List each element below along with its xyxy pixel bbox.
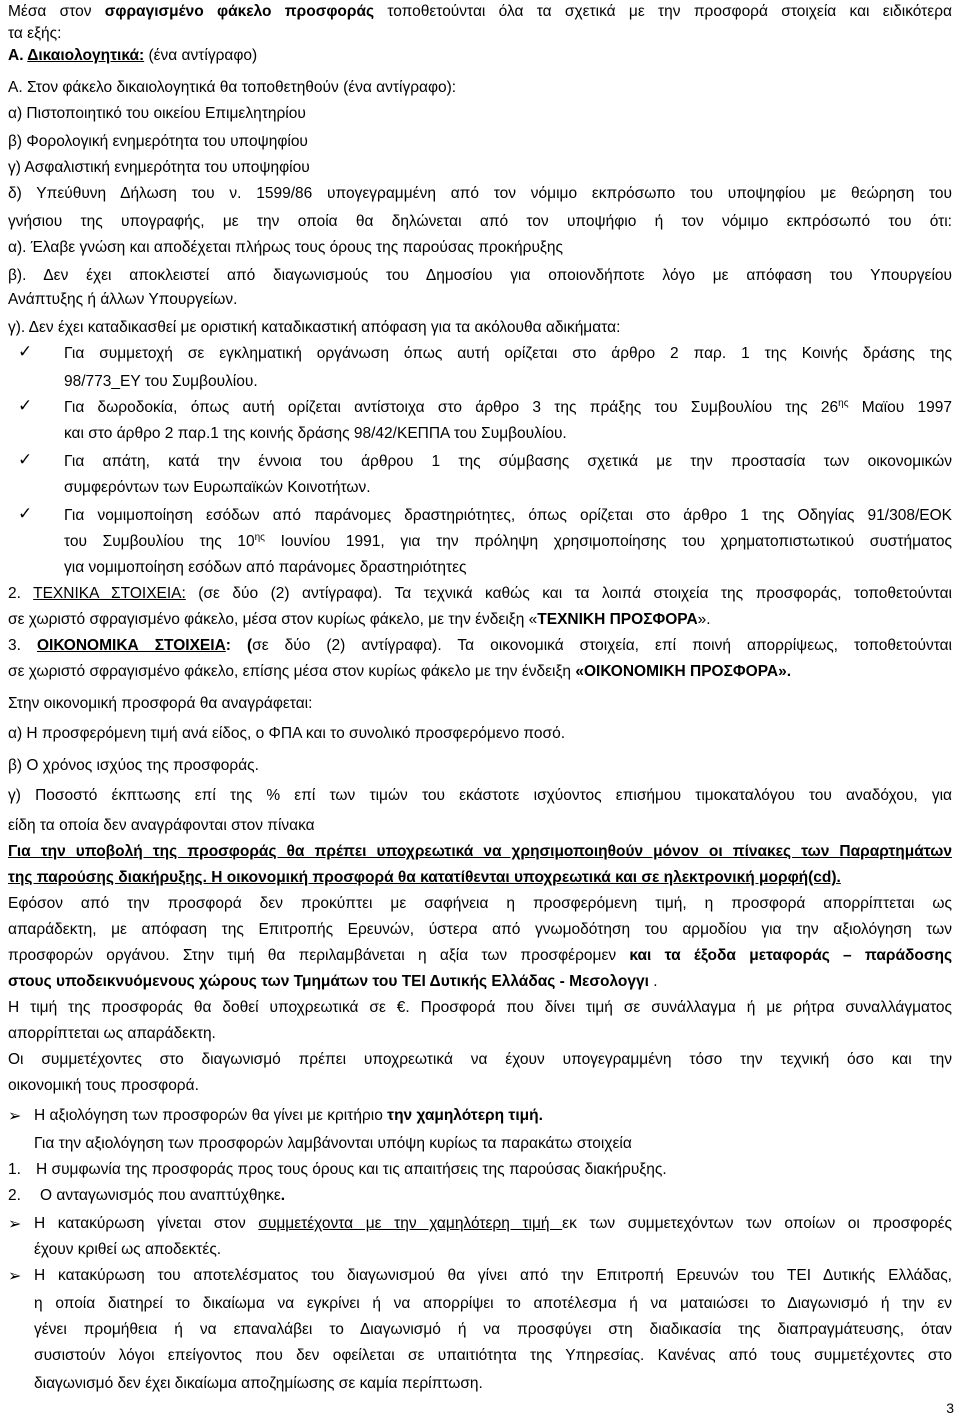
intro-line-2: τα εξής: xyxy=(8,25,62,42)
doc-item-c: γ) Ασφαλιστική ενημερότητα του υποψηφίου xyxy=(8,159,310,176)
check-item-1-line-1: Για συμμετοχή σε εγκληματική οργάνωση όπως αυτή ορίζεται στο άρθρο 2 παρ. 1 της Κοινής δράσης της xyxy=(64,345,952,362)
financial-item-c-line-2: είδη τα οποία δεν αναγράφονται στον πίνακα xyxy=(8,817,315,834)
price-line-8: οικονομική τους προσφορά. xyxy=(8,1077,199,1094)
section-3-line-2: σε χωριστό σφραγισμένο φάκελο, επίσης μέσα στον κυρίως φάκελο με την ένδειξη «ΟΙΚΟΝΟΜΙΚΗ ΠΡΟΣΦΟΡΑ». xyxy=(8,663,792,680)
section-a-intro: Α. Στον φάκελο δικαιολογητικά θα τοποθετηθούν (ένα αντίγραφο): xyxy=(8,79,457,96)
arrow-bullet-icon: ➢ xyxy=(8,1106,22,1125)
price-line-2: απαράδεκτη, με απόφαση της Επιτροπής Ερευνών, ύστερα από γνωμοδότηση του αρμοδίου για την αξιολόγηση των xyxy=(8,921,952,938)
check-item-1-line-2: 98/773_ΕΥ του Συμβουλίου. xyxy=(64,373,258,390)
price-line-6: απορρίπτεται ως απαράδεκτη. xyxy=(8,1025,216,1042)
evaluation-item-1: Η συμφωνία της προσφοράς προς τους όρους και τις απαιτήσεις της παρούσας διακήρυξης. xyxy=(36,1161,667,1178)
declaration-b-line-2: Ανάπτυξης ή άλλων Υπουργείων. xyxy=(8,291,238,308)
price-line-3: προσφορών οργάνου. Στην τιμή θα περιλαμβάνεται η αξία των προσφέρομεν και τα έξοδα μεταφοράς – παράδοσης xyxy=(8,947,953,964)
intro-line-1: Μέσα στον σφραγισμένο φάκελο προσφοράς τοποθετούνται όλα τα σχετικά με την προσφορά στοιχεία και ειδικότερα xyxy=(8,3,952,20)
declaration-b-line-1: β). Δεν έχει αποκλειστεί από διαγωνισμούς του Δημοσίου για οποιονδήποτε λόγο με απόφαση του Υπουργείου xyxy=(8,267,952,284)
award-line-1: Η κατακύρωση γίνεται στον συμμετέχοντα με την χαμηλότερη τιμή εκ των συμμετεχόντων των οποίων οι προσφορές xyxy=(34,1215,953,1232)
declaration-a: α). Έλαβε γνώση και αποδέχεται πλήρως τους όρους της παρούσας προκήρυξης xyxy=(8,239,563,256)
section-2-line-2: σε χωριστό σφραγισμένο φάκελο, μέσα στον κυρίως φάκελο, με την ένδειξη «ΤΕΧΝΙΚΗ ΠΡΟΣΦΟΡΑ». xyxy=(8,611,711,628)
check-item-3-line-2: συμφερόντων των Ευρωπαϊκών Κοινοτήτων. xyxy=(64,479,371,496)
check-item-3-line-1: Για απάτη, κατά την έννοια του άρθρου 1 της σύμβασης σχετικά με την προστασία των οικονομικών xyxy=(64,453,952,470)
financial-intro: Στην οικονομική προσφορά θα αναγράφεται: xyxy=(8,695,313,712)
evaluation-item-2: Ο ανταγωνισμός που αναπτύχθηκε. xyxy=(40,1187,286,1204)
price-line-4: στους υποδεικνυόμενους χώρους των Τμημάτων του ΤΕΙ Δυτικής Ελλάδας - Μεσολογγι . xyxy=(8,973,658,990)
evaluation-sub: Για την αξιολόγηση των προσφορών λαμβάνονται υπόψη κυρίως τα παρακάτω στοιχεία xyxy=(34,1135,632,1152)
financial-item-b: β) Ο χρόνος ισχύος της προσφοράς. xyxy=(8,757,259,774)
evaluation-criterion: Η αξιολόγηση των προσφορών θα γίνει με κριτήριο την χαμηλότερη τιμή. xyxy=(34,1107,543,1124)
number-1: 1. xyxy=(8,1161,21,1178)
declaration-c: γ). Δεν έχει καταδικασθεί με οριστική καταδικαστική απόφαση για τα ακόλουθα αδικήματα: xyxy=(8,319,621,336)
check-item-4-line-3: για νομιμοποίηση εσόδων από παράνομες δραστηριότητες xyxy=(64,559,467,576)
ratification-line-2: η οποία διατηρεί το δικαίωμα να εγκρίνει ή να απορρίψει το αποτέλεσμα ή να ματαιώσει το Διαγωνισμό ή την εν xyxy=(34,1295,952,1312)
ratification-line-5: διαγωνισμό δεν έχει δικαίωμα αποζημίωσης σε καμία περίπτωση. xyxy=(34,1375,483,1392)
mandatory-line-1: Για την υποβολή της προσφοράς θα πρέπει υποχρεωτικά να χρησιμοποιηθούν μόνον οι πίνακες των Παραρτημάτων xyxy=(8,843,952,860)
check-icon: ✓ xyxy=(18,504,33,524)
check-item-4-line-1: Για νομιμοποίηση εσόδων από παράνομες δραστηριότητες, όπως ορίζεται στο άρθρο 1 της Οδηγίας 91/308/ΕΟΚ xyxy=(64,507,952,524)
ratification-line-1: Η κατακύρωση του αποτελέσματος του διαγωνισμού θα γίνει από την Επιτροπή Ερευνών του ΤΕΙ Δυτικής Ελλάδας, xyxy=(34,1267,952,1284)
section-3-line-1: 3. ΟΙΚΟΝΟΜΙΚΑ ΣΤΟΙΧΕΙΑ: (σε δύο (2) αντίγραφα). Τα οικονομικά στοιχεία, επί ποινή απορρίψεως, τοποθετούνται xyxy=(8,637,952,654)
price-line-5: Η τιμή της προσφοράς θα δοθεί υποχρεωτικά σε €. Προσφορά που δίνει τιμή σε συνάλλαγμα ή με ρήτρα συναλλάγματος xyxy=(8,999,952,1016)
check-icon: ✓ xyxy=(18,450,33,470)
check-icon: ✓ xyxy=(18,342,33,362)
arrow-bullet-icon: ➢ xyxy=(8,1214,22,1233)
check-item-2-line-1: Για δωροδοκία, όπως αυτή ορίζεται αντίστοιχα στο άρθρο 3 της πράξης του Συμβουλίου της $26^{\eta\varsigma}$ Μαϊου 1997 xyxy=(64,398,952,416)
check-item-4-line-2: του Συμβουλίου της $10^{\eta\varsigma}$ Ιουνίου 1991, για την πρόληψη χρησιμοποίησης του χρηματοπιστωτικού συστήματος xyxy=(64,532,953,550)
declaration-line-2: γνήσιου της υπογραφής, με την οποία θα δηλώνεται από τον υποψήφιο ή τον νόμιμο εκπρόσωπό του ότι: xyxy=(8,213,952,230)
check-icon: ✓ xyxy=(18,396,33,416)
section-2-line-1: 2. ΤΕΧΝΙΚΑ ΣΤΟΙΧΕΙΑ: (σε δύο (2) αντίγραφα). Τα τεχνικά καθώς και τα λοιπά στοιχεία της προσφοράς, τοποθετούνται xyxy=(8,585,952,602)
page-number: 3 xyxy=(946,1400,954,1416)
ratification-line-4: συσιστούν λόγοι επείγοντος που δεν οφείλεται σε υπαιτιότητα της Υπηρεσίας. Κανένας από τους συμμετέχοντες στο xyxy=(34,1347,952,1364)
ratification-line-3: γένει προμήθεια ή να επαναλάβει το Διαγωνισμό ή να προσφύγει στη διαδικασία της διαπραγμάτευσης, όταν xyxy=(34,1321,952,1338)
number-2: 2. xyxy=(8,1187,21,1204)
declaration-line-1: δ) Υπεύθυνη Δήλωση του ν. 1599/86 υπογεγραμμένη από τον νόμιμο εκπρόσωπο του υποψηφίου με θεώρηση του xyxy=(8,185,952,202)
doc-item-a: α) Πιστοποιητικό του οικείου Επιμελητηρίου xyxy=(8,105,306,122)
arrow-bullet-icon: ➢ xyxy=(8,1266,22,1285)
price-line-1: Εφόσον από την προσφορά δεν προκύπτει με σαφήνεια η προσφερόμενη τιμή, η προσφορά απορρίπτεται ως xyxy=(8,895,952,912)
mandatory-line-2: της παρούσης διακήρυξης. Η οικονομική προσφορά θα κατατίθενται υποχρεωτικά και σε ηλεκτρονική μορφή(cd). xyxy=(8,869,841,886)
award-line-2: έχουν κριθεί ως αποδεκτές. xyxy=(34,1241,222,1258)
financial-item-a: α) Η προσφερόμενη τιμή ανά είδος, ο ΦΠΑ και το συνολικό προσφερόμενο ποσό. xyxy=(8,725,566,742)
financial-item-c-line-1: γ) Ποσοστό έκπτωσης επί της % επί των τιμών του εκάστοτε ισχύοντος επισήμου τιμοκαταλόγου του αναδόχου, για xyxy=(8,787,952,804)
section-a-heading: Α. Δικαιολογητικά: (ένα αντίγραφο) xyxy=(8,47,258,64)
check-item-2-line-2: και στο άρθρο 2 παρ.1 της κοινής δράσης 98/42/ΚΕΠΠΑ του Συμβουλίου. xyxy=(64,425,567,442)
price-line-7: Οι συμμετέχοντες στο διαγωνισμό πρέπει υποχρεωτικά να έχουν υπογεγραμμένη τόσο την τεχνική όσο και την xyxy=(8,1051,952,1068)
doc-item-b: β) Φορολογική ενημερότητα του υποψηφίου xyxy=(8,133,308,150)
